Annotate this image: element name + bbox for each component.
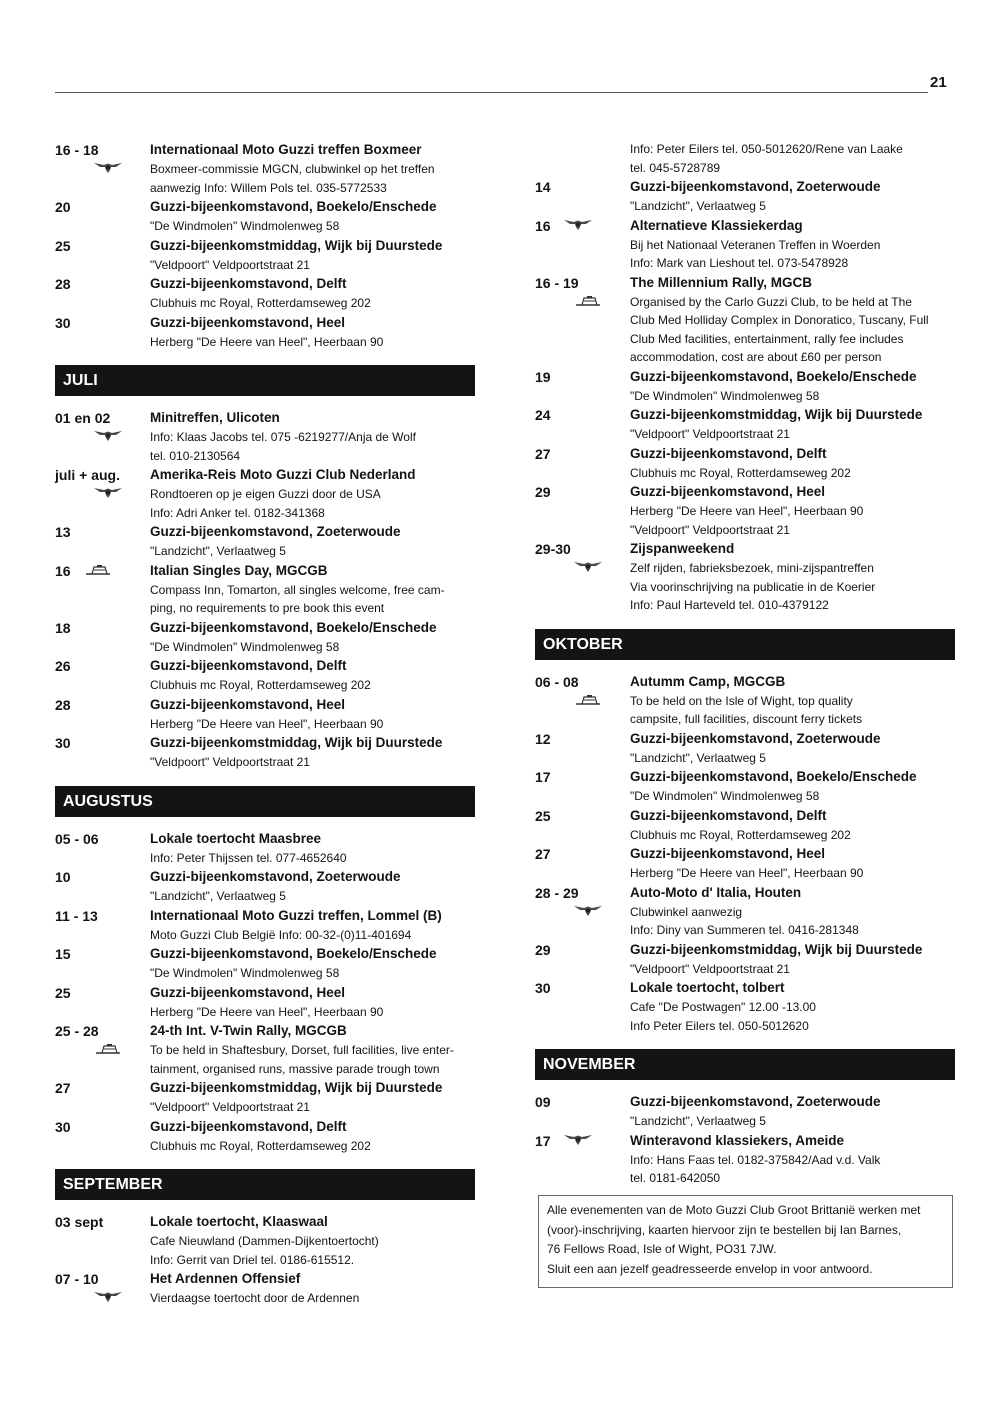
event-body	[630, 806, 955, 845]
event-entry	[55, 197, 475, 236]
event-body	[630, 672, 955, 729]
event-body	[150, 1021, 475, 1078]
info-box-line: 76 Fellows Road, Isle of Wight, PO31 7JW.	[547, 1242, 777, 1256]
event-date: 19	[535, 368, 551, 385]
event-detail: Herberg "De Heere van Heel", Heerbaan 90	[150, 1004, 384, 1019]
event-date-cell	[55, 140, 150, 197]
event-title: Guzzi-bijeenkomstavond, Heel	[150, 314, 346, 330]
moto-guzzi-eagle-icon	[573, 904, 603, 917]
event-date-cell	[55, 983, 150, 1022]
event-detail: Via voorinschrijving na publicatie in de Koerier	[630, 579, 876, 594]
event-body	[630, 273, 955, 367]
event-date-cell	[535, 444, 630, 483]
event-detail: tel. 045-5728789	[630, 160, 721, 175]
moto-guzzi-eagle-icon	[93, 429, 123, 442]
event-date-cell	[535, 978, 630, 1035]
event-detail: Info: Peter Thijssen tel. 077-4652640	[150, 850, 347, 865]
event-body	[630, 405, 955, 444]
event-entry	[55, 867, 475, 906]
event-date-cell	[535, 177, 630, 216]
moto-guzzi-eagle-icon	[563, 216, 593, 236]
event-date: 29	[535, 484, 551, 500]
event-date: 28 - 29	[535, 884, 579, 901]
event-body	[150, 140, 475, 197]
event-date-cell	[535, 672, 630, 729]
event-title: Auto-Moto d' Italia, Houten	[630, 884, 802, 900]
moto-guzzi-eagle-icon	[93, 486, 123, 499]
event-title: Guzzi-bijeenkomstavond, Delft	[630, 807, 827, 823]
event-body	[630, 729, 955, 768]
event-date-cell	[55, 906, 150, 945]
event-title: Guzzi-bijeenkomstmiddag, Wijk bij Duurstede	[630, 941, 923, 957]
page-header-rule	[55, 92, 928, 93]
month-header: OKTOBER	[535, 629, 955, 660]
event-title: 24-th Int. V-Twin Rally, MGCGB	[150, 1023, 347, 1038]
event-date-cell	[535, 940, 630, 979]
event-title: Guzzi-bijeenkomstmiddag, Wijk bij Duurstede	[150, 735, 443, 750]
event-title: Italian Singles Day, MGCGB	[150, 562, 328, 578]
event-title: Guzzi-bijeenkomstavond, Zoeterwoude	[630, 179, 881, 194]
event-detail: Clubhuis mc Royal, Rotterdamseweg 202	[630, 465, 851, 480]
event-detail: tel. 0181-642050	[630, 1171, 721, 1185]
event-body	[150, 522, 475, 561]
event-date: 29	[535, 941, 551, 958]
event-entry	[55, 1269, 475, 1308]
event-entry	[535, 806, 955, 845]
event-entry	[535, 978, 955, 1035]
event-detail: "Veldpoort" Veldpoortstraat 21	[150, 257, 310, 272]
event-entry	[55, 733, 475, 772]
moto-guzzi-eagle-icon	[93, 1290, 123, 1303]
event-title: Guzzi-bijeenkomstmiddag, Wijk bij Duurstede	[630, 407, 923, 422]
event-body	[630, 216, 955, 273]
event-entry	[535, 883, 955, 940]
moto-guzzi-eagle-icon	[573, 560, 603, 573]
event-date: 09	[535, 1094, 551, 1110]
event-date: 20	[55, 199, 71, 215]
event-body	[630, 767, 955, 806]
event-date: 03 sept	[55, 1214, 104, 1230]
event-date	[55, 561, 150, 581]
event-body	[150, 1117, 475, 1156]
event-date: 13	[55, 524, 71, 540]
event-body	[150, 313, 475, 352]
event-entry	[55, 695, 475, 734]
event-entry	[55, 408, 475, 465]
event-date: 01 en 02	[55, 410, 111, 426]
event-body	[630, 883, 955, 940]
event-detail: Clubhuis mc Royal, Rotterdamseweg 202	[150, 1138, 371, 1153]
event-detail: Bij het Nationaal Veteranen Treffen in Woerden	[630, 237, 881, 252]
event-body	[150, 906, 475, 945]
event-detail: Info: Peter Eilers tel. 050-5012620/Rene van Laake	[630, 142, 903, 156]
event-date-cell	[55, 1078, 150, 1117]
event-date-cell	[535, 405, 630, 444]
event-date: 17	[535, 769, 551, 785]
event-title: Guzzi-bijeenkomstavond, Delft	[150, 658, 347, 673]
event-title: Guzzi-bijeenkomstavond, Boekelo/Enschede	[630, 368, 917, 384]
event-body	[150, 1212, 475, 1269]
event-date: 27	[55, 1080, 71, 1096]
event-date-text: 16	[55, 562, 71, 579]
event-detail: To be held in Shaftesbury, Dorset, full facilities, live enter-	[150, 1043, 454, 1057]
uk-club-flag-icon	[573, 693, 603, 706]
uk-club-flag-icon	[573, 294, 603, 307]
event-detail: Clubhuis mc Royal, Rotterdamseweg 202	[150, 678, 371, 692]
event-body	[150, 829, 475, 868]
event-detail: Info: Adri Anker tel. 0182-341368	[150, 505, 325, 520]
event-detail: Vierdaagse toertocht door de Ardennen	[150, 1291, 360, 1305]
event-detail: "Landzicht", Verlaatweg 5	[150, 889, 286, 903]
event-date-cell	[55, 522, 150, 561]
month-header: JULI	[55, 365, 475, 396]
event-detail: campsite, full facilities, discount ferry tickets	[630, 712, 863, 726]
event-detail: "Landzicht", Verlaatweg 5	[630, 1114, 766, 1128]
event-detail: To be held on the Isle of Wight, top quality	[630, 693, 853, 708]
event-detail: Moto Guzzi Club België Info: 00-32-(0)11-401694	[150, 927, 412, 942]
event-detail: Herberg "De Heere van Heel", Heerbaan 90	[630, 866, 864, 880]
event-date: 14	[535, 179, 551, 195]
event-date: 25 - 28	[55, 1023, 99, 1039]
event-date: 06 - 08	[535, 673, 579, 690]
event-entry	[535, 273, 955, 367]
event-detail: Zelf rijden, fabrieksbezoek, mini-zijspantreffen	[630, 561, 874, 575]
event-date: 29-30	[535, 541, 571, 557]
event-title: Internationaal Moto Guzzi treffen Boxmeer	[150, 142, 422, 157]
event-title: Lokale toertocht Maasbree	[150, 830, 322, 846]
event-detail: "De Windmolen" Windmolenweg 58	[150, 219, 340, 233]
event-detail: Clubwinkel aanwezig	[630, 904, 743, 919]
info-box-line: Sluit een aan jezelf geadresseerde envelop in voor antwoord.	[547, 1261, 873, 1276]
event-detail: Info: Paul Harteveld tel. 010-4379122	[630, 598, 829, 612]
event-entry	[535, 177, 955, 216]
event-entry	[535, 405, 955, 444]
event-date: 28	[55, 276, 71, 292]
event-date: 25	[535, 807, 551, 824]
event-title: Guzzi-bijeenkomstmiddag, Wijk bij Duurstede	[150, 1080, 443, 1095]
event-date: 30	[55, 735, 71, 751]
event-body	[630, 1092, 955, 1131]
event-entry	[55, 829, 475, 868]
event-entry	[535, 767, 955, 806]
event-body	[630, 482, 955, 539]
event-entry	[55, 140, 475, 197]
event-date: 05 - 06	[55, 830, 99, 847]
event-date-cell	[55, 1212, 150, 1269]
event-date: 30	[55, 314, 71, 331]
event-date: 11 - 13	[55, 907, 98, 924]
event-body	[630, 940, 955, 979]
event-body	[630, 140, 955, 177]
event-body	[630, 177, 955, 216]
event-date-cell	[55, 656, 150, 695]
event-title: Internationaal Moto Guzzi treffen, Lommel (B)	[150, 907, 442, 923]
event-date-cell	[55, 618, 150, 657]
event-date: 07 - 10	[55, 1271, 99, 1287]
event-detail: Info: Hans Faas tel. 0182-375842/Aad v.d. Valk	[630, 1152, 881, 1167]
event-entry	[535, 844, 955, 883]
event-entry	[55, 1117, 475, 1156]
event-entry	[535, 539, 955, 615]
event-date	[535, 216, 630, 236]
event-detail: Cafe "De Postwagen" 12.00 -13.00	[630, 1000, 816, 1014]
month-header: NOVEMBER	[535, 1049, 955, 1080]
event-title: Zijspanweekend	[630, 541, 735, 556]
event-date: 24	[535, 407, 551, 423]
event-date: 30	[55, 1118, 71, 1135]
event-title: Guzzi-bijeenkomstavond, Heel	[630, 484, 826, 499]
event-detail: "De Windmolen" Windmolenweg 58	[150, 966, 340, 980]
event-date-cell	[55, 236, 150, 275]
event-detail: "Veldpoort" Veldpoortstraat 21	[150, 1100, 310, 1114]
event-detail: Club Med Holliday Complex in Donoratico, Tuscany, Full	[630, 313, 929, 327]
event-body	[630, 539, 955, 615]
event-date-text: 16	[535, 217, 551, 234]
event-detail: ping, no requirements to pre book this event	[150, 601, 385, 615]
event-body	[150, 561, 475, 618]
event-title: Guzzi-bijeenkomstavond, Boekelo/Enschede	[150, 199, 437, 214]
event-detail: tainment, organised runs, massive parade trough town	[150, 1061, 440, 1076]
event-date	[535, 1131, 630, 1151]
event-detail: Info: Diny van Summeren tel. 0416-281348	[630, 923, 859, 937]
event-date-cell	[55, 561, 150, 618]
event-entry	[55, 465, 475, 522]
event-detail: Clubhuis mc Royal, Rotterdamseweg 202	[150, 296, 371, 310]
event-date: 27	[535, 445, 551, 462]
event-date: 10	[55, 869, 71, 885]
event-date-text: 17	[535, 1132, 551, 1149]
event-date-cell	[55, 695, 150, 734]
event-title: Guzzi-bijeenkomstavond, Delft	[150, 1118, 347, 1134]
event-body	[150, 983, 475, 1022]
event-body	[630, 1131, 955, 1188]
info-box-line: Alle evenementen van de Moto Guzzi Club Groot Brittanië werken met	[547, 1203, 921, 1217]
event-body	[150, 1269, 475, 1308]
event-body	[150, 1078, 475, 1117]
event-title: Het Ardennen Offensief	[150, 1271, 301, 1286]
event-entry	[55, 236, 475, 275]
event-detail: Boxmeer-commissie MGCN, clubwinkel op het treffen	[150, 162, 435, 176]
event-body	[150, 197, 475, 236]
event-date: 27	[535, 846, 551, 862]
event-detail: aanwezig Info: Willem Pols tel. 035-5772533	[150, 180, 387, 195]
event-date-cell	[55, 1117, 150, 1156]
month-header: SEPTEMBER	[55, 1169, 475, 1200]
event-date-cell	[55, 867, 150, 906]
event-date-cell	[535, 140, 630, 177]
event-date-cell	[55, 197, 150, 236]
event-detail: Herberg "De Heere van Heel", Heerbaan 90	[150, 716, 384, 731]
event-date: 30	[535, 980, 551, 996]
event-title: Amerika-Reis Moto Guzzi Club Nederland	[150, 467, 416, 482]
right-column	[535, 140, 955, 1188]
event-date-cell	[55, 944, 150, 983]
event-title: Guzzi-bijeenkomstavond, Delft	[630, 445, 827, 461]
event-title: Lokale toertocht, Klaaswaal	[150, 1214, 328, 1229]
event-body	[150, 618, 475, 657]
event-entry	[55, 944, 475, 983]
event-detail: "Veldpoort" Veldpoortstraat 21	[630, 522, 790, 537]
event-body	[150, 465, 475, 522]
event-title: Guzzi-bijeenkomstavond, Heel	[150, 696, 346, 712]
event-detail: Info: Klaas Jacobs tel. 075 -6219277/Anja de Wolf	[150, 430, 416, 444]
event-date-cell	[55, 1269, 150, 1308]
event-date: 28	[55, 696, 71, 713]
event-entry	[535, 729, 955, 768]
event-detail: Rondtoeren op je eigen Guzzi door de USA	[150, 487, 381, 501]
event-detail: Herberg "De Heere van Heel", Heerbaan 90	[150, 334, 384, 349]
event-title: Guzzi-bijeenkomstavond, Zoeterwoude	[150, 869, 401, 884]
event-date-cell	[535, 767, 630, 806]
event-entry	[55, 522, 475, 561]
event-date-cell	[535, 482, 630, 539]
event-detail: "De Windmolen" Windmolenweg 58	[150, 639, 340, 654]
event-date: 26	[55, 658, 71, 674]
event-detail: Organised by the Carlo Guzzi Club, to be held at The	[630, 294, 912, 309]
event-date-cell	[55, 274, 150, 313]
event-title: Alternatieve Klassiekerdag	[630, 217, 803, 233]
event-detail: "Veldpoort" Veldpoortstraat 21	[630, 961, 790, 976]
event-entry	[55, 274, 475, 313]
event-title: Minitreffen, Ulicoten	[150, 410, 280, 425]
event-body	[630, 444, 955, 483]
event-entry	[55, 618, 475, 657]
event-body	[630, 844, 955, 883]
event-detail: "Landzicht", Verlaatweg 5	[630, 750, 766, 765]
event-entry	[55, 1078, 475, 1117]
event-body	[150, 274, 475, 313]
event-date-cell	[535, 806, 630, 845]
event-body	[150, 236, 475, 275]
event-date: 16 - 18	[55, 142, 99, 158]
event-body	[150, 733, 475, 772]
event-entry	[55, 561, 475, 618]
event-date-cell	[55, 313, 150, 352]
event-date-cell	[535, 273, 630, 367]
event-body	[150, 944, 475, 983]
event-entry	[55, 656, 475, 695]
info-box	[538, 1195, 953, 1288]
event-detail: Cafe Nieuwland (Dammen-Dijkentoertocht)	[150, 1234, 379, 1248]
event-date-cell	[535, 883, 630, 940]
event-title: Guzzi-bijeenkomstavond, Delft	[150, 276, 347, 291]
left-column	[55, 140, 475, 1308]
event-entry	[535, 940, 955, 979]
event-detail: "Landzicht", Verlaatweg 5	[630, 199, 766, 213]
event-title: Guzzi-bijeenkomstavond, Zoeterwoude	[630, 730, 881, 746]
event-title: Guzzi-bijeenkomstavond, Heel	[630, 846, 826, 861]
event-entry	[55, 983, 475, 1022]
event-date: 12	[535, 730, 551, 747]
event-entry	[535, 140, 955, 177]
event-entry	[535, 216, 955, 273]
event-entry	[535, 1092, 955, 1131]
event-date-cell	[55, 829, 150, 868]
event-title: Autumm Camp, MGCGB	[630, 673, 786, 689]
event-detail: "De Windmolen" Windmolenweg 58	[630, 789, 820, 803]
event-detail: "Landzicht", Verlaatweg 5	[150, 544, 286, 558]
event-date-cell	[535, 729, 630, 768]
event-entry	[55, 906, 475, 945]
page-number: 21	[930, 74, 947, 91]
event-body	[150, 656, 475, 695]
event-date-cell	[535, 539, 630, 615]
event-date-cell	[535, 367, 630, 406]
event-entry	[55, 1212, 475, 1269]
event-entry	[55, 1021, 475, 1078]
event-date-cell	[535, 1092, 630, 1131]
event-date-cell	[55, 465, 150, 522]
event-detail: tel. 010-2130564	[150, 448, 241, 463]
event-date: 18	[55, 619, 71, 636]
event-body	[150, 867, 475, 906]
event-entry	[535, 367, 955, 406]
event-title: Guzzi-bijeenkomstmiddag, Wijk bij Duurstede	[150, 237, 443, 253]
event-title: Guzzi-bijeenkomstavond, Boekelo/Enschede	[150, 619, 437, 635]
uk-club-flag-icon	[83, 561, 113, 581]
event-title: Guzzi-bijeenkomstavond, Heel	[150, 984, 346, 1000]
event-detail: Info Peter Eilers tel. 050-5012620	[630, 1018, 809, 1033]
event-detail: Compass Inn, Tomarton, all singles welcome, free cam-	[150, 582, 445, 597]
event-detail: "Veldpoort" Veldpoortstraat 21	[630, 427, 790, 441]
event-title: Lokale toertocht, tolbert	[630, 980, 785, 995]
event-body	[150, 408, 475, 465]
event-detail: "Veldpoort" Veldpoortstraat 21	[150, 755, 310, 769]
event-date: juli + aug.	[55, 467, 120, 483]
event-entry	[535, 444, 955, 483]
event-detail: Info: Gerrit van Driel tel. 0186-615512.	[150, 1252, 355, 1267]
event-title: Guzzi-bijeenkomstavond, Boekelo/Enschede	[150, 946, 437, 961]
event-detail: Club Med facilities, entertainment, rally fee includes	[630, 331, 904, 346]
month-header: AUGUSTUS	[55, 786, 475, 817]
event-date-cell	[535, 1131, 630, 1188]
event-title: Winteravond klassiekers, Ameide	[630, 1132, 844, 1148]
event-title: Guzzi-bijeenkomstavond, Zoeterwoude	[150, 524, 401, 539]
event-detail: Info: Mark van Lieshout tel. 073-5478928	[630, 256, 849, 270]
event-detail: Herberg "De Heere van Heel", Heerbaan 90	[630, 504, 864, 518]
moto-guzzi-eagle-icon	[563, 1131, 593, 1151]
event-date-cell	[535, 216, 630, 273]
event-date: 25	[55, 984, 71, 1001]
uk-club-flag-icon	[93, 1042, 123, 1055]
event-detail: "De Windmolen" Windmolenweg 58	[630, 388, 820, 403]
event-date: 16 - 19	[535, 274, 579, 291]
event-date-cell	[55, 733, 150, 772]
event-entry	[535, 482, 955, 539]
event-title: The Millennium Rally, MGCB	[630, 274, 813, 290]
event-entry	[535, 1131, 955, 1188]
event-detail: accommodation, cost are about £60 per person	[630, 350, 882, 364]
event-date-cell	[55, 1021, 150, 1078]
event-body	[630, 978, 955, 1035]
event-title: Guzzi-bijeenkomstavond, Zoeterwoude	[630, 1094, 881, 1109]
event-detail: Clubhuis mc Royal, Rotterdamseweg 202	[630, 827, 851, 842]
event-date-cell	[535, 844, 630, 883]
event-date: 15	[55, 946, 71, 962]
info-box-line: (voor)-inschrijving, kaarten hiervoor zijn te bestellen bij Ian Barnes,	[547, 1222, 902, 1237]
event-body	[150, 695, 475, 734]
event-date: 25	[55, 237, 71, 254]
event-date-cell	[55, 408, 150, 465]
event-entry	[535, 672, 955, 729]
event-entry	[55, 313, 475, 352]
moto-guzzi-eagle-icon	[93, 161, 123, 174]
event-body	[630, 367, 955, 406]
event-title: Guzzi-bijeenkomstavond, Boekelo/Enschede	[630, 769, 917, 784]
